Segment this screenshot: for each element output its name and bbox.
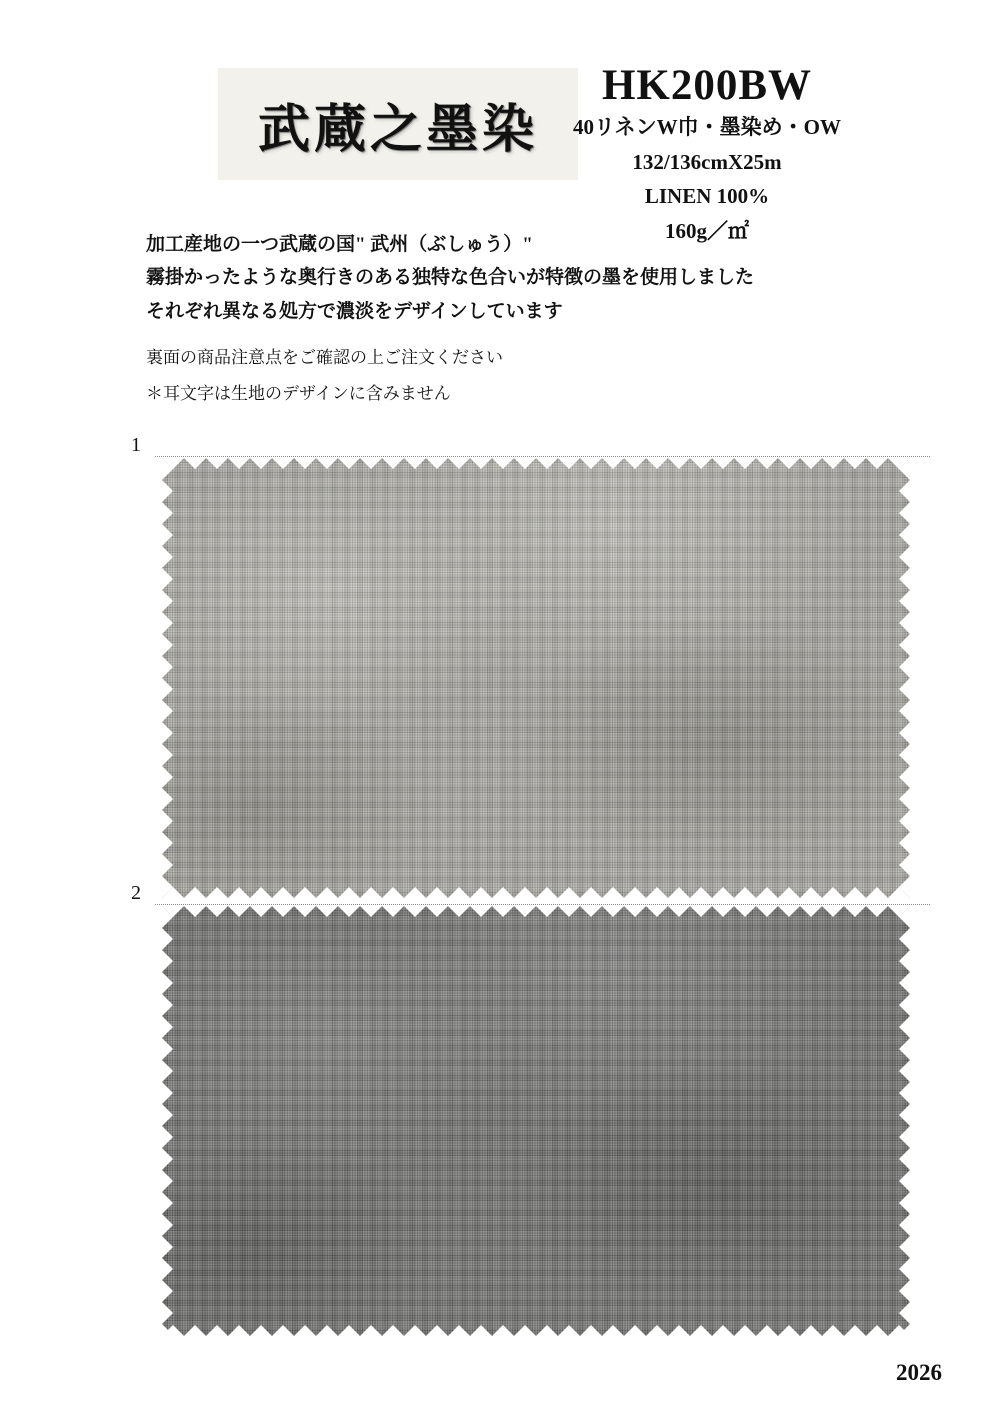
fabric-swatch-1 — [162, 458, 910, 898]
description-block — [146, 228, 936, 328]
spec-line-material: LINEN 100% — [644, 184, 770, 209]
spec-line-dimensions: 132/136cmX25m — [632, 149, 782, 174]
swatch-index-1: 1 — [131, 434, 141, 456]
spec-line-weight: 160g／㎡ — [665, 218, 749, 243]
brand-title: 武蔵之墨染 — [257, 98, 538, 160]
page-header — [0, 0, 1000, 243]
swatch-index-2: 2 — [131, 882, 141, 904]
page-code: 2026 — [896, 1360, 942, 1385]
swatch-divider-1 — [155, 456, 930, 457]
fabric-texture-2 — [162, 906, 910, 1336]
swatch-block-2 — [0, 880, 1000, 1350]
note-line-1: 裏面の商品注意点をご確認の上ご注文ください — [146, 348, 503, 367]
description-line-1: 加工産地の一つ武蔵の国" 武州（ぶしゅう）" — [146, 234, 533, 255]
spec-line-composition: 40リネンW巾・墨染め・OW — [573, 115, 841, 140]
description-line-2: 霧掛かったような奥行きのある独特な色合いが特徴の墨を使用しました — [146, 267, 755, 289]
swatch-block-1 — [0, 432, 1000, 892]
notes-block — [146, 340, 936, 411]
fabric-texture-1 — [162, 458, 910, 898]
fabric-swatch-2 — [162, 906, 910, 1336]
swatch-divider-2 — [155, 904, 930, 905]
description-line-3: それぞれ異なる処方で濃淡をデザインしています — [146, 300, 563, 322]
note-line-2: ＊耳文字は生地のデザインに含みません — [146, 383, 451, 403]
product-spec-block — [472, 62, 942, 247]
product-code: HK200BW — [601, 62, 813, 109]
